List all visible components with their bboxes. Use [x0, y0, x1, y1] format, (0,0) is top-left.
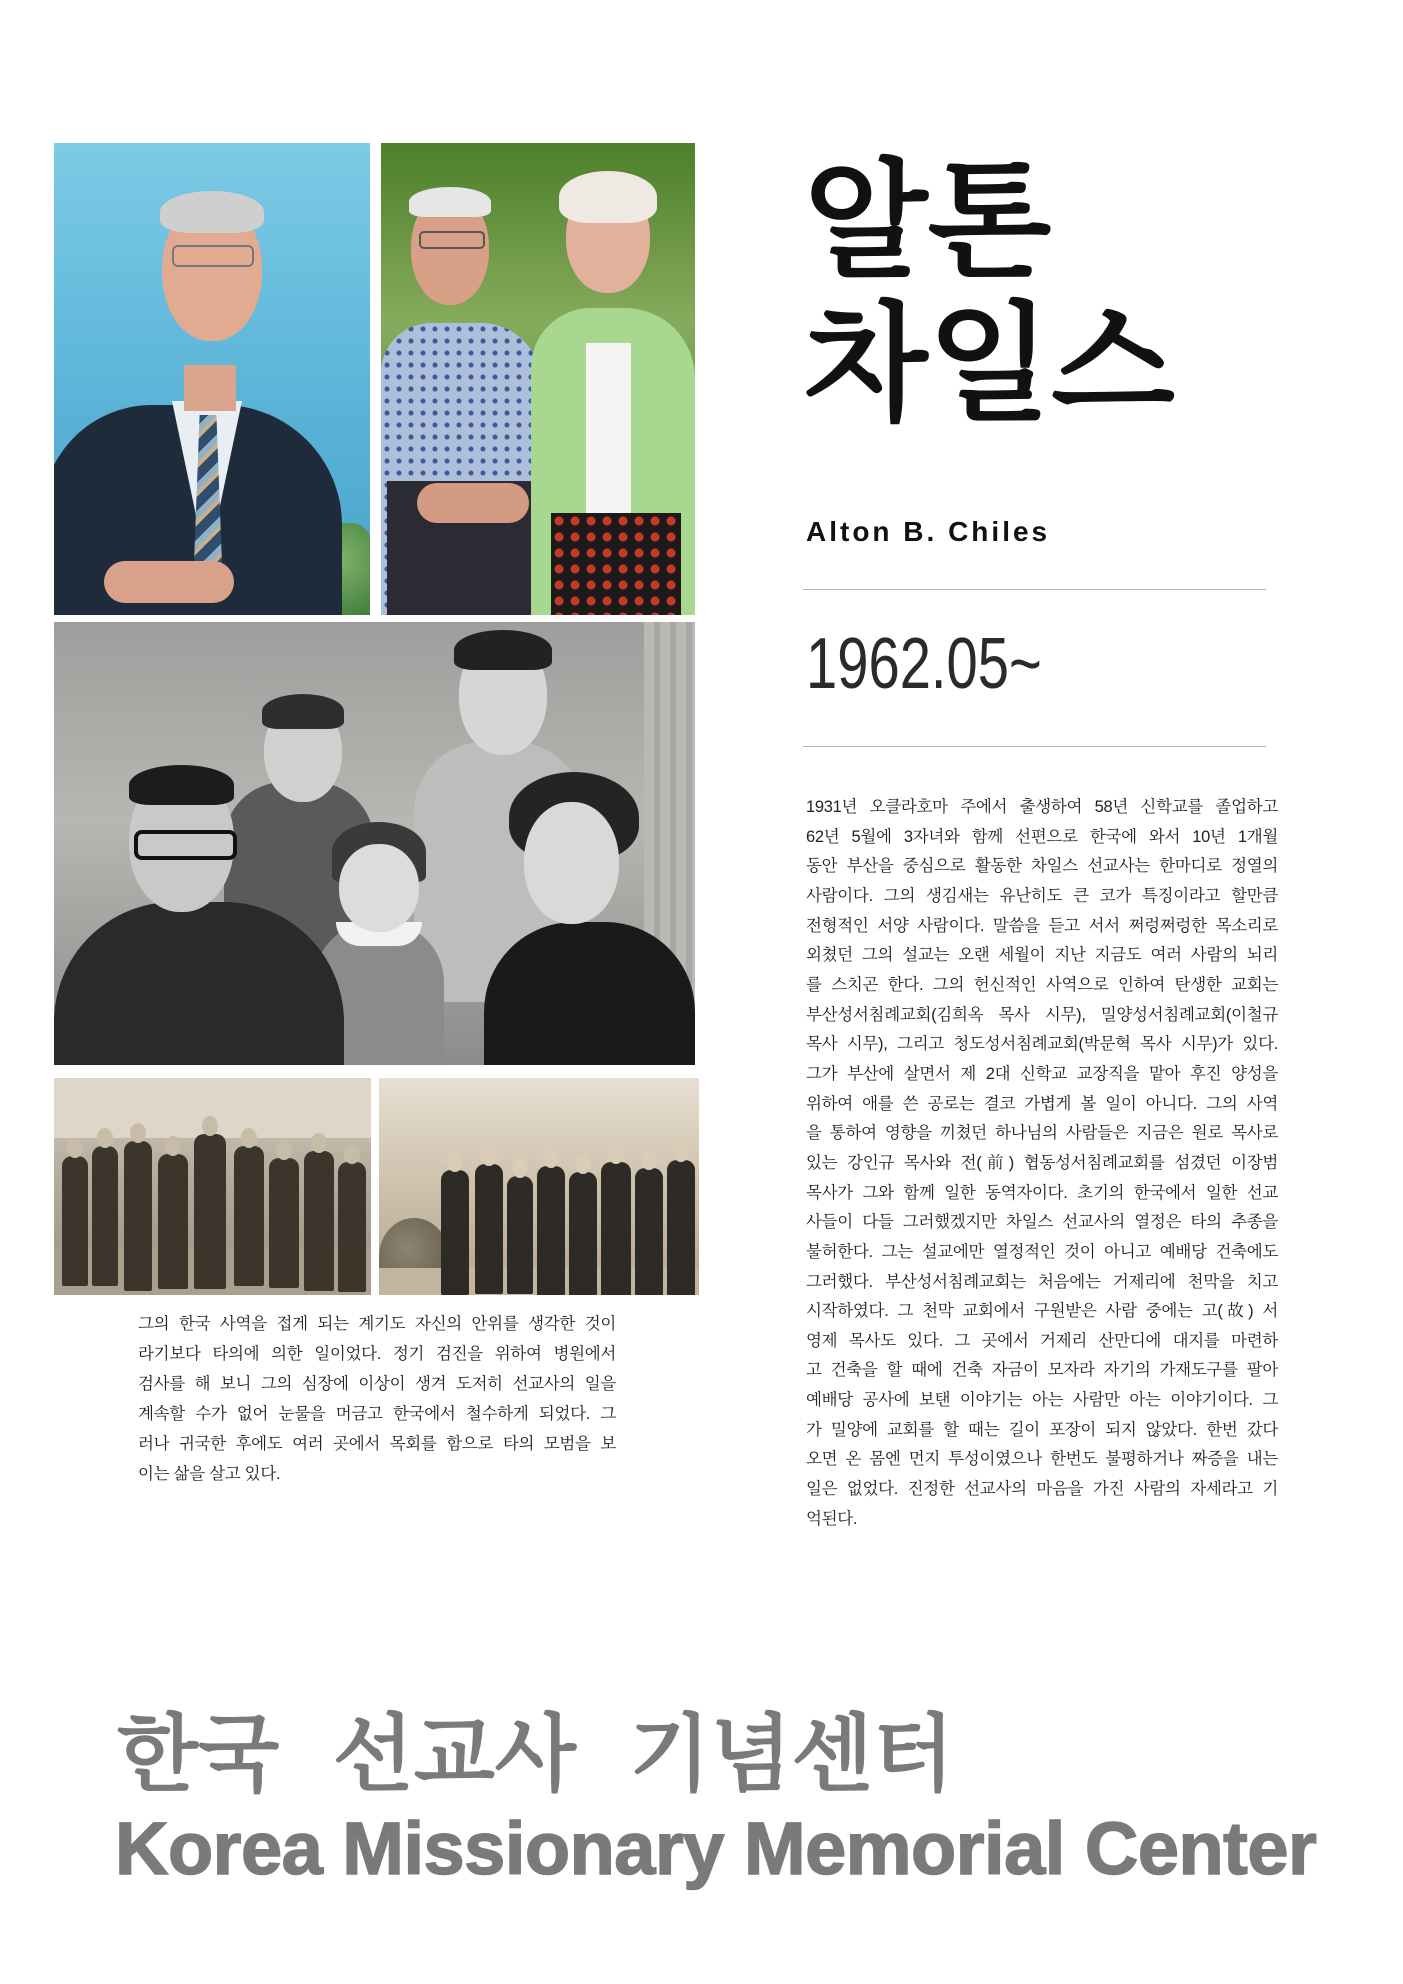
biography-line: 시작하였다. 그 천막 교회에서 구원받은 사람 중에는 고(故) 서 — [806, 1302, 1278, 1321]
person-head — [344, 1144, 360, 1164]
groundbreaking-photo — [54, 1078, 371, 1295]
person-figure — [269, 1158, 299, 1288]
biography-line: 를 스치곤 한다. 그의 헌신적인 사역으로 인하여 탄생한 교회는 — [806, 975, 1278, 994]
man-hair — [409, 187, 491, 217]
divider-bottom — [803, 746, 1266, 747]
person-head — [202, 1116, 218, 1136]
title-line-2: 차일스 — [804, 293, 1175, 436]
biography-line: 사들이 다들 그러했겠지만 차일스 선교사의 열정은 타의 추종을 — [806, 1213, 1278, 1232]
biography-line: 영제 목사도 있다. 그 곳에서 거제리 산만디에 대지를 마련하 — [806, 1331, 1278, 1350]
woman-face — [524, 802, 619, 924]
person-figure — [507, 1176, 533, 1294]
person-head — [130, 1123, 146, 1143]
person-head — [67, 1138, 83, 1158]
biography-line: 동안 부산을 중심으로 활동한 차일스 선교사는 한마디로 정열의 — [806, 857, 1278, 876]
woman-dress — [484, 922, 695, 1065]
person-figure — [569, 1172, 597, 1295]
person-head — [447, 1152, 463, 1172]
person-head — [165, 1136, 181, 1156]
person-figure — [234, 1146, 264, 1286]
biography-line: 목사가 그와 함께 일한 동역자이다. 초기의 한국에서 일한 선교 — [806, 1183, 1278, 1202]
biography-line: 가 밀양에 교회를 할 때는 길이 포장이 되지 않았다. 한번 갔다 — [806, 1420, 1278, 1439]
person-figure — [441, 1170, 469, 1295]
person-head — [641, 1150, 657, 1170]
person-head — [673, 1142, 689, 1162]
hands — [104, 561, 234, 603]
person-figure — [601, 1162, 631, 1295]
woman-blouse — [586, 343, 631, 523]
biography-line: 그가 부산에 살면서 제 2대 신학교 교장직을 맡아 후진 양성을 — [806, 1064, 1278, 1083]
person-head — [543, 1148, 559, 1168]
boy-hair — [262, 694, 344, 729]
family-photo — [54, 622, 695, 1065]
divider-top — [803, 589, 1266, 590]
closing-note-line: 이는 삶을 살고 있다. — [138, 1465, 281, 1483]
woman-hair — [559, 171, 657, 223]
biography-line: 불허한다. 그는 설교에만 열정적인 것이 아니고 예배당 건축에도 — [806, 1242, 1278, 1261]
person-head — [481, 1146, 497, 1166]
biography-line: 고 건축을 할 때에 건축 자금이 모자라 자기의 가재도구를 팔아 — [806, 1361, 1278, 1380]
biography-line: 그러했다. 부산성서침례교회는 처음에는 거제리에 천막을 치고 — [806, 1272, 1278, 1291]
teen-hair — [454, 630, 552, 670]
biography-line: 62년 5월에 3자녀와 함께 선편으로 한국에 와서 10년 1개월 — [806, 827, 1278, 846]
woman-skirt — [551, 513, 681, 615]
person-figure — [158, 1154, 188, 1289]
person-figure — [338, 1162, 366, 1292]
eyeglasses — [172, 245, 254, 267]
biography-line: 목사 시무), 그리고 청도성서침례교회(박문혁 목사 시무)가 있다. — [806, 1035, 1278, 1054]
person-figure — [537, 1166, 565, 1295]
biography-text — [806, 793, 1278, 1534]
group-photo — [379, 1078, 699, 1295]
biography-line: 부산성서침례교회(김희옥 목사 시무), 밀양성서침례교회(이철규 — [806, 1005, 1278, 1024]
person-head — [512, 1158, 528, 1178]
biography-line: 오면 온 몸엔 먼지 투성이였으나 한번도 불평하거나 짜증을 내는 — [806, 1450, 1278, 1469]
man-hands — [417, 483, 529, 523]
biography-line: 전형적인 서양 사람이다. 말씀을 듣고 서서 쩌렁쩌렁한 목소리로 — [806, 916, 1278, 935]
person-head — [608, 1144, 624, 1164]
person-figure — [92, 1146, 118, 1286]
person-figure — [667, 1160, 695, 1295]
man-eyeglasses — [419, 231, 485, 249]
person-figure — [62, 1156, 88, 1286]
girl-face — [339, 844, 419, 932]
person-head — [276, 1140, 292, 1160]
footer-korean-title: 한국 선교사 기념센터 — [117, 1707, 954, 1801]
biography-line: 위하여 애를 쓴 공로는 결코 가볍게 볼 일이 아니다. 그의 사역 — [806, 1094, 1278, 1113]
title-line-1: 알톤 — [804, 150, 1052, 293]
hair — [160, 191, 264, 233]
man-hair — [129, 765, 234, 805]
portrait-photo — [54, 143, 370, 615]
biography-line: 억된다. — [806, 1509, 858, 1528]
person-head — [241, 1128, 257, 1148]
service-date: 1962.05~ — [806, 624, 1042, 704]
closing-note-line: 그의 한국 사역을 접게 되는 계기도 자신의 안위를 생각한 것이 — [138, 1315, 616, 1333]
neck — [184, 365, 236, 411]
person-head — [575, 1154, 591, 1174]
english-name: Alton B. Chiles — [806, 516, 1051, 547]
biography-line: 을 통하여 영향을 끼쳤던 하나님의 사람들은 지금은 원로 목사로 — [806, 1124, 1278, 1143]
person-figure — [635, 1168, 663, 1295]
closing-note-line: 계속할 수가 없어 눈물을 머금고 한국에서 철수하게 되었다. 그 — [138, 1405, 616, 1423]
closing-note-line: 라기보다 타의에 의한 일이었다. 정기 검진을 위하여 병원에서 — [138, 1345, 616, 1363]
closing-note-text — [138, 1309, 616, 1489]
biography-line: 사람이다. 그의 생김새는 유난히도 큰 코가 특징이라고 할만큼 — [806, 886, 1278, 905]
biography-line: 일은 없었다. 진정한 선교사의 마음을 가진 사람의 자세라고 기 — [806, 1480, 1278, 1499]
biography-line: 외쳤던 그의 설교는 오랜 세월이 지난 지금도 여러 사람의 뇌리 — [806, 946, 1278, 965]
person-head — [97, 1128, 113, 1148]
biography-line: 1931년 오클라호마 주에서 출생하여 58년 신학교를 졸업하고 — [806, 798, 1278, 816]
closing-note-line: 러나 귀국한 후에도 여러 곳에서 목회를 함으로 타의 모범을 보 — [138, 1435, 616, 1453]
page-title — [804, 150, 1175, 436]
closing-note-line: 검사를 해 보니 그의 심장에 이상이 생겨 도저히 선교사의 일을 — [138, 1375, 616, 1393]
biography-line: 있는 강인규 목사와 전(前) 협동성서침례교회를 섬겼던 이장범 — [806, 1153, 1278, 1172]
person-figure — [475, 1164, 503, 1294]
biography-line: 예배당 공사에 보탠 이야기는 아는 사람만 아는 이야기이다. 그 — [806, 1391, 1278, 1410]
person-figure — [304, 1151, 334, 1291]
man-eyeglasses — [134, 830, 237, 860]
couple-photo — [381, 143, 695, 615]
person-figure — [124, 1141, 152, 1291]
person-head — [311, 1133, 327, 1153]
footer-english-title: Korea Missionary Memorial Center — [115, 1807, 1317, 1890]
person-figure — [194, 1134, 226, 1289]
